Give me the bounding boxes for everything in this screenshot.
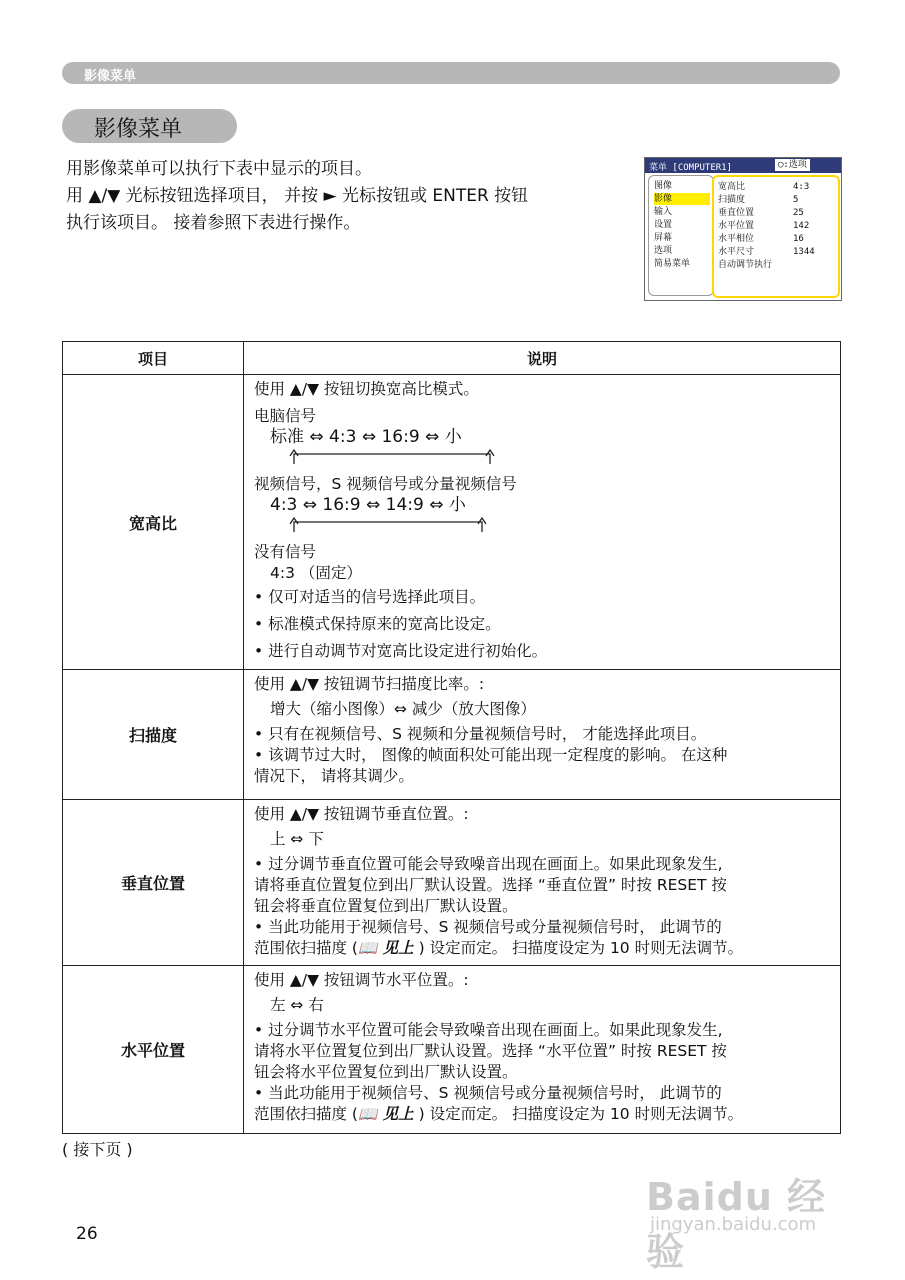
intro-line-2: 用 ▲/▼ 光标按钮选择项目， 并按 ► 光标按钮或 ENTER 按钮	[66, 186, 529, 206]
osd-submenu-value: 16	[793, 234, 804, 244]
desc-line: 没有信号	[254, 543, 317, 561]
bullet: • 标准模式保持原来的宽高比设定。	[254, 615, 501, 633]
text: ) 设定而定。 扫描度设定为 10 时则无法调节。	[413, 1105, 744, 1123]
header-bar	[62, 62, 840, 84]
bullet: • 只有在视频信号、S 视频和分量视频信号时， 才能选择此项目。	[254, 725, 707, 743]
item-vpos: 垂直位置	[63, 800, 244, 966]
bullet: • 进行自动调节对宽高比设定进行初始化。	[254, 642, 548, 660]
osd-menu-item: 屏幕	[654, 233, 673, 243]
watermark-logo: Baidu 经验	[646, 1175, 827, 1274]
header-label: 影像菜单	[84, 69, 137, 84]
desc-line: 上 ⇔ 下	[270, 830, 324, 848]
table-header-row	[63, 342, 841, 375]
osd-title-bar	[645, 158, 841, 173]
osd-submenu-value: 5	[793, 195, 799, 205]
bullet-cont	[254, 1104, 830, 1125]
bullet: • 过分调节垂直位置可能会导致噪音出现在画面上。如果此现象发生,	[254, 855, 723, 873]
desc-line: 增大（缩小图像）⇔ 减少（放大图像）	[270, 700, 536, 718]
osd-menu-item: 设置	[654, 220, 673, 230]
osd-title: 菜单 [COMPUTER1]	[649, 163, 733, 173]
section-title-pill	[62, 109, 237, 143]
item-overscan: 扫描度	[63, 670, 244, 800]
intro-text	[66, 156, 636, 237]
desc-line: 4:3 （固定）	[270, 564, 362, 582]
item-aspect: 宽高比	[63, 375, 244, 670]
bullet-cont: 钮会将垂直位置复位到出厂默认设置。	[254, 897, 518, 915]
osd-submenu-row	[718, 194, 836, 206]
osd-submenu-value: 25	[793, 208, 804, 218]
osd-submenu-row	[718, 220, 836, 232]
osd-submenu	[712, 175, 840, 298]
bullet-cont: 钮会将水平位置复位到出厂默认设置。	[254, 1063, 518, 1081]
section-title: 影像菜单	[94, 117, 183, 142]
osd-hint: ◯:选项	[775, 159, 810, 171]
intro-line-1: 用影像菜单可以执行下表中显示的项目。	[66, 159, 372, 179]
desc-overscan	[244, 670, 841, 800]
osd-menu-item: 简易菜单	[654, 259, 691, 269]
osd-submenu-row	[718, 246, 836, 258]
osd-menu-screenshot	[644, 157, 842, 301]
osd-submenu-label: 自动调节执行	[718, 260, 773, 270]
osd-submenu-label: 扫描度	[718, 195, 746, 205]
osd-submenu-row	[718, 181, 836, 193]
see-above-link[interactable]: 📖 见上	[357, 939, 414, 957]
bullet: • 当此功能用于视频信号、S 视频信号或分量视频信号时， 此调节的	[254, 918, 722, 936]
desc-line: 使用 ▲/▼ 按钮调节扫描度比率。:	[254, 675, 485, 693]
osd-menu-item: 输入	[654, 207, 673, 217]
bullet-cont: 请将垂直位置复位到出厂默认设置。选择 “垂直位置” 时按 RESET 按	[254, 876, 727, 894]
desc-hpos	[244, 966, 841, 1134]
osd-menu-list	[648, 175, 714, 296]
bullet: • 过分调节水平位置可能会导致噪音出现在画面上。如果此现象发生,	[254, 1021, 723, 1039]
table-row-overscan	[63, 670, 841, 800]
osd-submenu-row	[718, 207, 836, 219]
text: 范围依扫描度 (	[254, 1105, 358, 1123]
bullet-cont: 请将水平位置复位到出厂默认设置。选择 “水平位置” 时按 RESET 按	[254, 1042, 727, 1060]
cycle-arrow-icon	[254, 448, 830, 466]
osd-menu-item: 图像	[654, 181, 673, 191]
desc-vpos	[244, 800, 841, 966]
text: 范围依扫描度 (	[254, 939, 358, 957]
desc-line: 视频信号，S 视频信号或分量视频信号	[254, 475, 517, 493]
settings-table	[62, 341, 841, 1134]
table-row-aspect	[63, 375, 841, 670]
desc-aspect	[244, 375, 841, 670]
osd-submenu-value: 4:3	[793, 182, 810, 192]
osd-submenu-label: 水平尺寸	[718, 247, 755, 257]
desc-line: 电脑信号	[254, 407, 317, 425]
bullet: • 该调节过大时， 图像的帧面积处可能出现一定程度的影响。 在这种	[254, 746, 728, 764]
osd-submenu-value: 142	[793, 221, 810, 231]
osd-submenu-value: 1344	[793, 247, 815, 257]
osd-submenu-label: 垂直位置	[718, 208, 755, 218]
video-cycle: 4:3 ⇔ 16:9 ⇔ 14:9 ⇔ 小	[270, 495, 466, 515]
table-row-hpos	[63, 966, 841, 1134]
desc-line: 使用 ▲/▼ 按钮切换宽高比模式。	[254, 380, 479, 398]
cycle-arrow-icon	[254, 516, 830, 534]
osd-submenu-row	[718, 259, 836, 271]
osd-submenu-label: 水平相位	[718, 234, 755, 244]
page-number: 26	[76, 1224, 98, 1244]
table-row-vpos	[63, 800, 841, 966]
desc-line: 左 ⇔ 右	[270, 996, 324, 1014]
text: ) 设定而定。 扫描度设定为 10 时则无法调节。	[413, 939, 744, 957]
pc-cycle: 标准 ⇔ 4:3 ⇔ 16:9 ⇔ 小	[270, 427, 462, 447]
item-hpos: 水平位置	[63, 966, 244, 1134]
col-header-item: 项目	[63, 342, 244, 375]
see-above-link[interactable]: 📖 见上	[357, 1105, 414, 1123]
watermark	[646, 1166, 856, 1274]
desc-line: 使用 ▲/▼ 按钮调节水平位置。:	[254, 971, 469, 989]
bullet-cont	[254, 938, 830, 959]
col-header-desc: 说明	[244, 342, 841, 375]
osd-menu-item: 选项	[654, 246, 673, 256]
bullet-cont: 情况下， 请将其调少。	[254, 767, 414, 785]
bullet: • 仅可对适当的信号选择此项目。	[254, 588, 486, 606]
osd-submenu-label: 宽高比	[718, 182, 746, 192]
continued-note: ( 接下页 )	[62, 1140, 133, 1159]
intro-line-3: 执行该项目。 接着参照下表进行操作。	[66, 213, 361, 233]
osd-menu-item-selected: 影像	[654, 193, 710, 205]
osd-submenu-label: 水平位置	[718, 221, 755, 231]
osd-submenu-row	[718, 233, 836, 245]
watermark-url: jingyan.baidu.com	[650, 1214, 817, 1235]
desc-line: 使用 ▲/▼ 按钮调节垂直位置。:	[254, 805, 469, 823]
bullet: • 当此功能用于视频信号、S 视频信号或分量视频信号时， 此调节的	[254, 1084, 722, 1102]
